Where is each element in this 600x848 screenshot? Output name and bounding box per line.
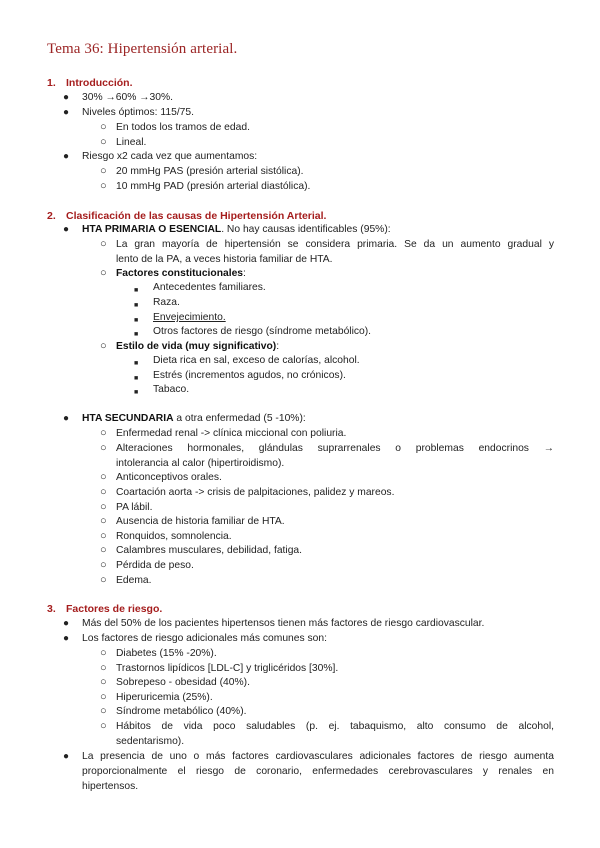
circle-marker: ○	[100, 267, 107, 279]
circle-marker: ○	[100, 427, 107, 439]
list-item: Raza.	[153, 297, 180, 308]
circle-marker: ○	[100, 515, 107, 527]
list-item-continuation: proporcionalmente el riesgo de coronario, enfermedades cerebrovasculares y renales en	[82, 766, 554, 777]
circle-marker: ○	[100, 180, 107, 192]
circle-marker: ○	[100, 136, 107, 148]
list-item: Trastornos lipídicos [LDL-C] y triglicéridos [30%].	[116, 663, 339, 674]
square-marker: ■	[134, 360, 139, 367]
list-item: Hiperuricemia (25%).	[116, 692, 213, 703]
list-item: PA lábil.	[116, 502, 153, 513]
page-title: Tema 36: Hipertensión arterial.	[47, 41, 238, 57]
section-heading: Factores de riesgo.	[66, 603, 163, 615]
circle-marker: ○	[100, 442, 107, 454]
list-item: Tabaco.	[153, 384, 190, 395]
section-number: 3.	[47, 603, 56, 615]
square-marker: ■	[134, 389, 139, 396]
bold-label: HTA PRIMARIA O ESENCIAL	[82, 224, 222, 235]
bold-label: Estilo de vida (muy significativo)	[116, 341, 277, 352]
list-item: Diabetes (15% -20%).	[116, 648, 217, 659]
list-item: Enfermedad renal -> clínica miccional con poliuria.	[116, 428, 347, 439]
item-text: :	[276, 341, 280, 352]
list-item: 20 mmHg PAS (presión arterial sistólica).	[116, 166, 304, 177]
circle-marker: ○	[100, 676, 107, 688]
list-item-continuation: intolerancia al calor (hipertiroidismo).	[116, 458, 285, 469]
list-item: Antecedentes familiares.	[153, 282, 266, 293]
list-item: Hábitos de vida poco saludables (p. ej. tabaquismo, alto consumo de alcohol,	[116, 721, 554, 732]
list-item: Lineal.	[116, 137, 147, 148]
list-item-continuation: lento de la PA, a veces historia familiar de HTA.	[116, 254, 333, 265]
list-item	[82, 412, 306, 426]
section-number: 2.	[47, 210, 56, 222]
circle-marker: ○	[100, 720, 107, 732]
list-item-continuation: hipertensos.	[82, 781, 139, 792]
list-item: Calambres musculares, debilidad, fatiga.	[116, 545, 303, 556]
list-item: Ronquidos, somnolencia.	[116, 531, 232, 542]
circle-marker: ○	[100, 238, 107, 250]
list-item: Ausencia de historia familiar de HTA.	[116, 516, 285, 527]
square-marker: ■	[134, 287, 139, 294]
list-item: 30% →60% →30%.	[82, 92, 174, 103]
circle-marker: ○	[100, 340, 107, 352]
bold-label: Factores constitucionales	[116, 268, 244, 279]
circle-marker: ○	[100, 486, 107, 498]
square-marker: ■	[134, 375, 139, 382]
section-heading: Clasificación de las causas de Hipertensión Arterial.	[66, 210, 327, 222]
item-text: :	[243, 268, 246, 279]
list-item: Sobrepeso - obesidad (40%).	[116, 677, 250, 688]
list-item: Estrés (incrementos agudos, no crónicos).	[153, 370, 346, 381]
section-number: 1.	[47, 77, 56, 89]
circle-marker: ○	[100, 574, 107, 586]
item-text: a otra enfermedad (5 -10%):	[173, 413, 306, 424]
list-item: Coartación aorta -> crisis de palpitaciones, palidez y mareos.	[116, 487, 395, 498]
bullet-marker: ●	[63, 92, 70, 103]
bullet-marker: ●	[63, 151, 70, 162]
bullet-marker: ●	[63, 633, 70, 644]
list-item: En todos los tramos de edad.	[116, 122, 250, 133]
list-item	[82, 223, 391, 237]
bullet-marker: ●	[63, 618, 70, 629]
list-item: La gran mayoría de hipertensión se considera primaria. Se da un aumento gradual y	[116, 239, 554, 250]
list-item: Edema.	[116, 575, 152, 586]
bold-label: HTA SECUNDARIA	[82, 413, 174, 424]
list-item: Dieta rica en sal, exceso de calorías, alcohol.	[153, 355, 360, 366]
list-item: Los factores de riesgo adicionales más comunes son:	[82, 633, 327, 644]
circle-marker: ○	[100, 647, 107, 659]
bullet-marker: ●	[63, 107, 70, 118]
circle-marker: ○	[100, 544, 107, 556]
circle-marker: ○	[100, 662, 107, 674]
list-item: Riesgo x2 cada vez que aumentamos:	[82, 151, 258, 162]
list-item: La presencia de uno o más factores cardiovasculares adicionales factores de riesgo aumenta	[82, 751, 554, 762]
bullet-marker: ●	[63, 751, 70, 762]
list-item: Envejecimiento.	[153, 312, 226, 323]
square-marker: ■	[134, 331, 139, 338]
circle-marker: ○	[100, 121, 107, 133]
list-item: 10 mmHg PAD (presión arterial diastólica).	[116, 181, 311, 192]
list-item	[116, 340, 279, 354]
circle-marker: ○	[100, 530, 107, 542]
list-item: Anticonceptivos orales.	[116, 472, 222, 483]
list-item	[116, 267, 246, 281]
circle-marker: ○	[100, 559, 107, 571]
list-item: Alteraciones hormonales, glándulas suprarrenales o problemas endocrinos →	[116, 443, 554, 454]
list-item: Pérdida de peso.	[116, 560, 194, 571]
section-heading: Introducción.	[66, 77, 133, 89]
circle-marker: ○	[100, 691, 107, 703]
circle-marker: ○	[100, 471, 107, 483]
list-item: Más del 50% de los pacientes hipertensos tienen más factores de riesgo cardiovascular.	[82, 618, 485, 629]
square-marker: ■	[134, 302, 139, 309]
circle-marker: ○	[100, 501, 107, 513]
circle-marker: ○	[100, 705, 107, 717]
list-item: Niveles óptimos: 115/75.	[82, 107, 194, 118]
list-item: Síndrome metabólico (40%).	[116, 706, 247, 717]
list-item-continuation: sedentarismo).	[116, 736, 185, 747]
bullet-marker: ●	[63, 224, 70, 235]
square-marker: ■	[134, 317, 139, 324]
circle-marker: ○	[100, 165, 107, 177]
list-item: Otros factores de riesgo (síndrome metabólico).	[153, 326, 372, 337]
item-text: . No hay causas identificables (95%):	[221, 224, 391, 235]
bullet-marker: ●	[63, 413, 70, 424]
